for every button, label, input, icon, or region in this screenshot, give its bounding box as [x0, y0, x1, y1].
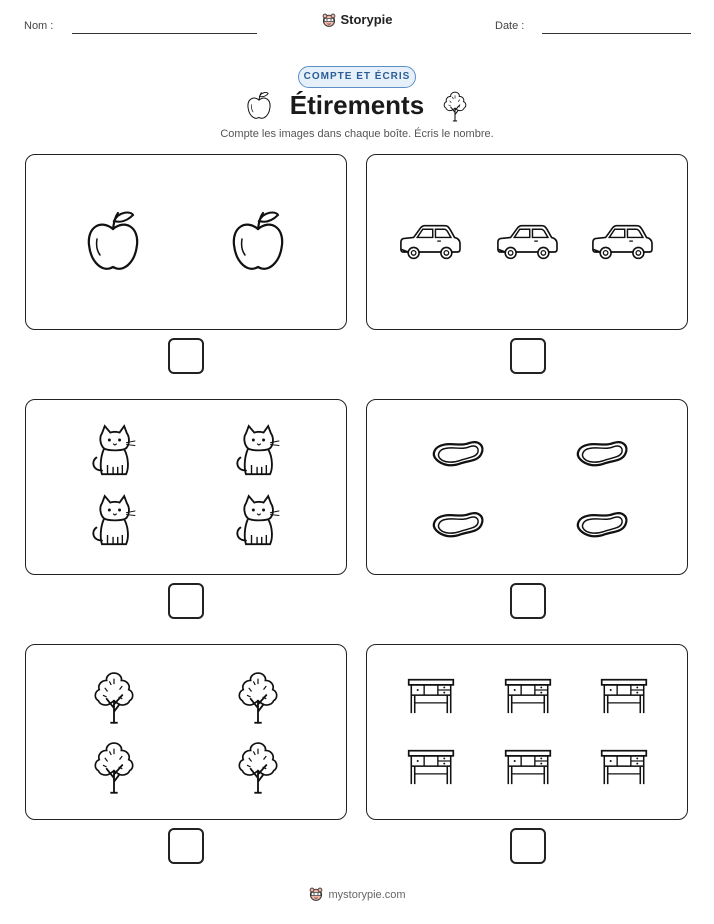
instructions: Compte les images dans chaque boîte. Écris le nombre.	[220, 128, 494, 140]
rubber-band-icon	[429, 506, 485, 544]
rubber-band-icon	[573, 506, 629, 544]
date-label: Date :	[495, 20, 525, 32]
answer-box-trees[interactable]	[168, 828, 204, 864]
desk-icon	[504, 677, 552, 715]
tree-icon	[235, 739, 281, 795]
tree-icon	[91, 669, 137, 725]
rubber-band-icon	[429, 435, 485, 473]
desk-icon	[600, 748, 648, 786]
name-line[interactable]	[72, 33, 257, 34]
answer-box-apples[interactable]	[168, 338, 204, 374]
footer-url[interactable]: mystorypie.com	[328, 889, 406, 901]
name-label: Nom :	[24, 20, 54, 32]
tree-icon	[91, 739, 137, 795]
apple-icon	[83, 207, 143, 277]
count-box-desks	[366, 644, 688, 820]
storypie-logo-icon	[321, 12, 337, 28]
cat-icon	[89, 494, 139, 550]
desk-icon	[504, 748, 552, 786]
car-icon	[397, 222, 463, 262]
tree-icon	[441, 90, 469, 122]
activity-tag: COMPTE ET ÉCRIS	[298, 66, 416, 88]
count-box-rubber-bands	[366, 399, 688, 575]
answer-box-cats[interactable]	[168, 583, 204, 619]
answer-box-desks[interactable]	[510, 828, 546, 864]
count-box-trees	[25, 644, 347, 820]
rubber-band-icon	[573, 435, 629, 473]
answer-box-rubber-bands[interactable]	[510, 583, 546, 619]
page-title: Étirements	[289, 90, 425, 120]
answer-box-cars[interactable]	[510, 338, 546, 374]
count-box-cats	[25, 399, 347, 575]
date-line[interactable]	[542, 33, 691, 34]
footer	[0, 886, 714, 902]
cat-icon	[233, 494, 283, 550]
storypie-logo-icon	[308, 886, 324, 902]
cat-icon	[233, 424, 283, 480]
desk-icon	[407, 748, 455, 786]
tree-icon	[235, 669, 281, 725]
desk-icon	[600, 677, 648, 715]
brand-name: Storypie	[340, 12, 393, 27]
car-icon	[589, 222, 655, 262]
car-icon	[494, 222, 560, 262]
desk-icon	[407, 677, 455, 715]
count-box-apples	[25, 154, 347, 330]
apple-icon	[228, 207, 288, 277]
count-box-cars	[366, 154, 688, 330]
brand	[0, 12, 714, 28]
cat-icon	[89, 424, 139, 480]
